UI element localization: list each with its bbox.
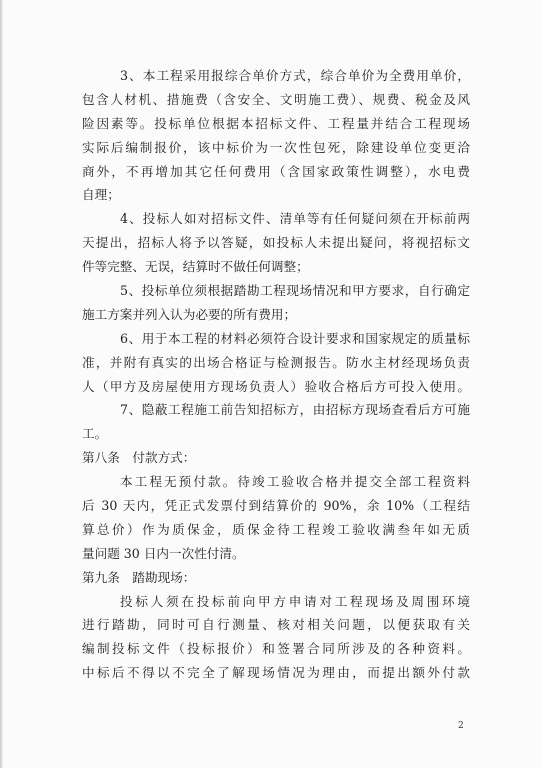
clause-6-line-3: 人（甲方及房屋使用方现场负责人）验收合格后方可投入使用。 [82, 378, 470, 394]
clause-3-line-3: 险因素等。投标单位根据本招标文件、工程量并结合工程现场 [82, 115, 470, 131]
article-8-line-3: 算总价）作为质保金，质保金待工程竣工验收满叁年如无质 [82, 521, 470, 537]
article-9-line-2: 进行踏勘，同时可自行测量、核对相关问题，以便获取有关 [82, 617, 470, 633]
article-8-line-2: 后 30 天内，凭正式发票付到结算价的 90%，余 10%（工程结 [82, 498, 470, 514]
article-8-line-4: 量问题 30 日内一次性付清。 [82, 545, 245, 561]
article-9-line-1: 投标人须在投标前向甲方申请对工程现场及周围环境 [120, 593, 470, 609]
clause-3-line-5: 商外，不再增加其它任何费用（含国家政策性调整），水电费 [82, 163, 470, 179]
clause-4-line-3: 件等完整、无误，结算时不做任何调整； [82, 259, 309, 275]
article-8-line-1: 本工程无预付款。待竣工验收合格并提交全部工程资料 [120, 474, 470, 490]
scan-edge-shadow [0, 0, 3, 768]
clause-3-line-6: 自理； [82, 187, 120, 203]
article-8-heading: 第八条 付款方式： [82, 450, 196, 466]
clause-5-line-2: 施工方案并列入认为必要的所有费用； [82, 306, 297, 322]
document-body [82, 64, 470, 685]
article-9-line-3: 编制投标文件（投标报价）和签署合同所涉及的各种资料。 [82, 641, 470, 657]
clause-7-line-1: 7、隐蔽工程施工前告知招标方，由招标方现场查看后方可施 [120, 402, 470, 418]
clause-4-line-1: 4、投标人如对招标文件、清单等有任何疑问须在开标前两 [120, 211, 470, 227]
article-9-line-4: 中标后不得以不完全了解现场情况为理由，而提出额外付款 [82, 665, 470, 681]
page-number: 2 [458, 721, 464, 731]
clause-3-line-2: 包含人材机、措施费（含安全、文明施工费）、规费、税金及风 [82, 91, 470, 107]
clause-6-line-1: 6、用于本工程的材料必须符合设计要求和国家规定的质量标 [120, 330, 470, 346]
clause-3-line-1: 3、本工程采用报综合单价方式，综合单价为全费用单价， [120, 68, 470, 83]
clause-3-line-4: 实际后编制报价，该中标价为一次性包死，除建设单位变更洽 [82, 139, 470, 155]
clause-7-line-2: 工。 [82, 426, 108, 442]
article-9-heading: 第九条 踏勘现场： [82, 569, 196, 585]
clause-4-line-2: 天提出，招标人将予以答疑，如投标人未提出疑问，将视招标文 [82, 235, 470, 251]
clause-5-line-1: 5、投标单位须根据踏勘工程现场情况和甲方要求，自行确定 [120, 283, 470, 299]
clause-6-line-2: 准，并附有真实的出场合格证与检测报告。防水主材经现场负责 [82, 354, 470, 370]
